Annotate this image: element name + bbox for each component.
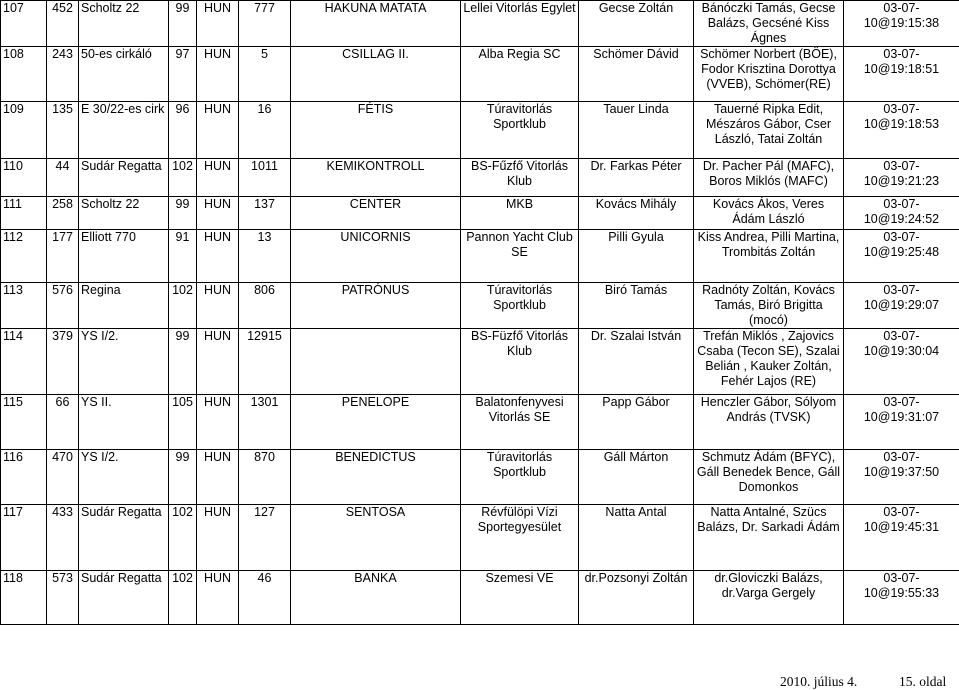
yardstick-cell: 99 <box>169 1 197 47</box>
table-row <box>1 159 959 197</box>
position-cell: 108 <box>1 47 47 102</box>
boat-name-cell: SENTOSA <box>291 505 461 571</box>
club-cell: Túravitorlás Sportklub <box>461 450 579 505</box>
club-cell: BS-Füzfő Vitorlás Klub <box>461 329 579 395</box>
sail-number-cell: 379 <box>47 329 79 395</box>
crew-cell: Radnóty Zoltán, Kovács Tamás, Biró Brigitta (mocó) <box>694 283 844 329</box>
club-cell: Lellei Vitorlás Egylet <box>461 1 579 47</box>
results-body <box>1 1 959 625</box>
yardstick-cell: 99 <box>169 197 197 230</box>
boat-name-cell: BANKA <box>291 571 461 625</box>
nation-cell: HUN <box>197 197 239 230</box>
sail-number-cell: 135 <box>47 102 79 159</box>
boat-number-cell: 1011 <box>239 159 291 197</box>
boat-name-cell: PENELOPE <box>291 395 461 450</box>
boat-name-cell: PATRÓNUS <box>291 283 461 329</box>
skipper-cell: Gáll Márton <box>579 450 694 505</box>
skipper-cell: Gecse Zoltán <box>579 1 694 47</box>
nation-cell: HUN <box>197 230 239 283</box>
nation-cell: HUN <box>197 505 239 571</box>
sail-number-cell: 258 <box>47 197 79 230</box>
crew-cell: Henczler Gábor, Sólyom András (TVSK) <box>694 395 844 450</box>
sail-number-cell: 177 <box>47 230 79 283</box>
boat-class-cell: Sudár Regatta <box>79 159 169 197</box>
boat-class-cell: Sudár Regatta <box>79 505 169 571</box>
yardstick-cell: 105 <box>169 395 197 450</box>
sail-number-cell: 573 <box>47 571 79 625</box>
skipper-cell: Kovács Mihály <box>579 197 694 230</box>
crew-cell: Dr. Pacher Pál (MAFC), Boros Miklós (MAFC) <box>694 159 844 197</box>
position-cell: 112 <box>1 230 47 283</box>
skipper-cell: Schömer Dávid <box>579 47 694 102</box>
club-cell: BS-Fűzfő Vitorlás Klub <box>461 159 579 197</box>
position-cell: 116 <box>1 450 47 505</box>
crew-cell: Schömer Norbert (BÖE), Fodor Krisztina Dorottya (VVEB), Schömer(RE) <box>694 47 844 102</box>
boat-name-cell: KEMIKONTROLL <box>291 159 461 197</box>
skipper-cell: Dr. Szalai István <box>579 329 694 395</box>
boat-number-cell: 5 <box>239 47 291 102</box>
skipper-cell: Pilli Gyula <box>579 230 694 283</box>
sail-number-cell: 470 <box>47 450 79 505</box>
nation-cell: HUN <box>197 102 239 159</box>
table-row <box>1 505 959 571</box>
crew-cell: Trefán Miklós , Zajovics Csaba (Tecon SE), Szalai Belián , Kauker Zoltán, Fehér Lajos (RE) <box>694 329 844 395</box>
boat-name-cell: HAKUNA MATATA <box>291 1 461 47</box>
table-row <box>1 47 959 102</box>
club-cell: Balatonfenyvesi Vitorlás SE <box>461 395 579 450</box>
nation-cell: HUN <box>197 571 239 625</box>
club-cell: Túravitorlás Sportklub <box>461 102 579 159</box>
finish-time-cell: 03-07-10@19:24:52 <box>844 197 959 230</box>
skipper-cell: Biró Tamás <box>579 283 694 329</box>
yardstick-cell: 96 <box>169 102 197 159</box>
boat-number-cell: 12915 <box>239 329 291 395</box>
boat-class-cell: Sudár Regatta <box>79 571 169 625</box>
boat-class-cell: YS II. <box>79 395 169 450</box>
position-cell: 117 <box>1 505 47 571</box>
finish-time-cell: 03-07-10@19:45:31 <box>844 505 959 571</box>
boat-name-cell <box>291 329 461 395</box>
boat-number-cell: 137 <box>239 197 291 230</box>
club-cell: MKB <box>461 197 579 230</box>
sail-number-cell: 66 <box>47 395 79 450</box>
position-cell: 113 <box>1 283 47 329</box>
boat-number-cell: 46 <box>239 571 291 625</box>
finish-time-cell: 03-07-10@19:55:33 <box>844 571 959 625</box>
position-cell: 118 <box>1 571 47 625</box>
nation-cell: HUN <box>197 1 239 47</box>
sail-number-cell: 433 <box>47 505 79 571</box>
club-cell: Szemesi VE <box>461 571 579 625</box>
boat-class-cell: Scholtz 22 <box>79 197 169 230</box>
finish-time-cell: 03-07-10@19:37:50 <box>844 450 959 505</box>
crew-cell: Schmutz Ádám (BFYC), Gáll Benedek Bence, Gáll Domonkos <box>694 450 844 505</box>
finish-time-cell: 03-07-10@19:31:07 <box>844 395 959 450</box>
position-cell: 111 <box>1 197 47 230</box>
club-cell: Révfülöpi Vízi Sportegyesület <box>461 505 579 571</box>
table-row <box>1 450 959 505</box>
yardstick-cell: 97 <box>169 47 197 102</box>
sail-number-cell: 576 <box>47 283 79 329</box>
position-cell: 115 <box>1 395 47 450</box>
boat-name-cell: CSILLAG II. <box>291 47 461 102</box>
boat-class-cell: YS I/2. <box>79 329 169 395</box>
boat-class-cell: 50-es cirkáló <box>79 47 169 102</box>
boat-number-cell: 127 <box>239 505 291 571</box>
boat-name-cell: CENTER <box>291 197 461 230</box>
nation-cell: HUN <box>197 47 239 102</box>
nation-cell: HUN <box>197 450 239 505</box>
footer-date: 2010. július 4. <box>780 674 858 689</box>
skipper-cell: Papp Gábor <box>579 395 694 450</box>
nation-cell: HUN <box>197 395 239 450</box>
crew-cell: dr.Gloviczki Balázs, dr.Varga Gergely <box>694 571 844 625</box>
club-cell: Pannon Yacht Club SE <box>461 230 579 283</box>
table-row <box>1 329 959 395</box>
sail-number-cell: 243 <box>47 47 79 102</box>
boat-number-cell: 1301 <box>239 395 291 450</box>
table-row <box>1 197 959 230</box>
crew-cell: Tauerné Ripka Edit, Mészáros Gábor, Cser László, Tatai Zoltán <box>694 102 844 159</box>
boat-number-cell: 870 <box>239 450 291 505</box>
sail-number-cell: 44 <box>47 159 79 197</box>
yardstick-cell: 102 <box>169 505 197 571</box>
boat-class-cell: Elliott 770 <box>79 230 169 283</box>
table-row <box>1 230 959 283</box>
boat-number-cell: 16 <box>239 102 291 159</box>
boat-name-cell: FÉTIS <box>291 102 461 159</box>
table-row <box>1 1 959 47</box>
table-row <box>1 102 959 159</box>
position-cell: 114 <box>1 329 47 395</box>
sail-number-cell: 452 <box>47 1 79 47</box>
boat-name-cell: BENEDICTUS <box>291 450 461 505</box>
skipper-cell: Dr. Farkas Péter <box>579 159 694 197</box>
nation-cell: HUN <box>197 329 239 395</box>
position-cell: 110 <box>1 159 47 197</box>
table-row <box>1 571 959 625</box>
crew-cell: Kiss Andrea, Pilli Martina, Trombitás Zoltán <box>694 230 844 283</box>
crew-cell: Kovács Ákos, Veres Ádám László <box>694 197 844 230</box>
boat-class-cell: Scholtz 22 <box>79 1 169 47</box>
boat-class-cell: YS I/2. <box>79 450 169 505</box>
finish-time-cell: 03-07-10@19:29:07 <box>844 283 959 329</box>
yardstick-cell: 102 <box>169 283 197 329</box>
boat-number-cell: 777 <box>239 1 291 47</box>
crew-cell: Bánóczki Tamás, Gecse Balázs, Gecséné Kiss Ágnes <box>694 1 844 47</box>
crew-cell: Natta Antalné, Szücs Balázs, Dr. Sarkadi Ádám <box>694 505 844 571</box>
boat-number-cell: 13 <box>239 230 291 283</box>
boat-class-cell: E 30/22-es cirk <box>79 102 169 159</box>
finish-time-cell: 03-07-10@19:18:51 <box>844 47 959 102</box>
position-cell: 107 <box>1 1 47 47</box>
finish-time-cell: 03-07-10@19:21:23 <box>844 159 959 197</box>
table-row <box>1 395 959 450</box>
table-row <box>1 283 959 329</box>
yardstick-cell: 102 <box>169 159 197 197</box>
finish-time-cell: 03-07-10@19:30:04 <box>844 329 959 395</box>
yardstick-cell: 99 <box>169 450 197 505</box>
position-cell: 109 <box>1 102 47 159</box>
skipper-cell: Natta Antal <box>579 505 694 571</box>
finish-time-cell: 03-07-10@19:18:53 <box>844 102 959 159</box>
club-cell: Alba Regia SC <box>461 47 579 102</box>
finish-time-cell: 03-07-10@19:25:48 <box>844 230 959 283</box>
nation-cell: HUN <box>197 159 239 197</box>
yardstick-cell: 99 <box>169 329 197 395</box>
footer-page-number: 15. oldal <box>899 674 947 689</box>
nation-cell: HUN <box>197 283 239 329</box>
finish-time-cell: 03-07-10@19:15:38 <box>844 1 959 47</box>
boat-class-cell: Regina <box>79 283 169 329</box>
boat-name-cell: UNICORNIS <box>291 230 461 283</box>
boat-number-cell: 806 <box>239 283 291 329</box>
skipper-cell: dr.Pozsonyi Zoltán <box>579 571 694 625</box>
yardstick-cell: 102 <box>169 571 197 625</box>
yardstick-cell: 91 <box>169 230 197 283</box>
skipper-cell: Tauer Linda <box>579 102 694 159</box>
club-cell: Túravitorlás Sportklub <box>461 283 579 329</box>
